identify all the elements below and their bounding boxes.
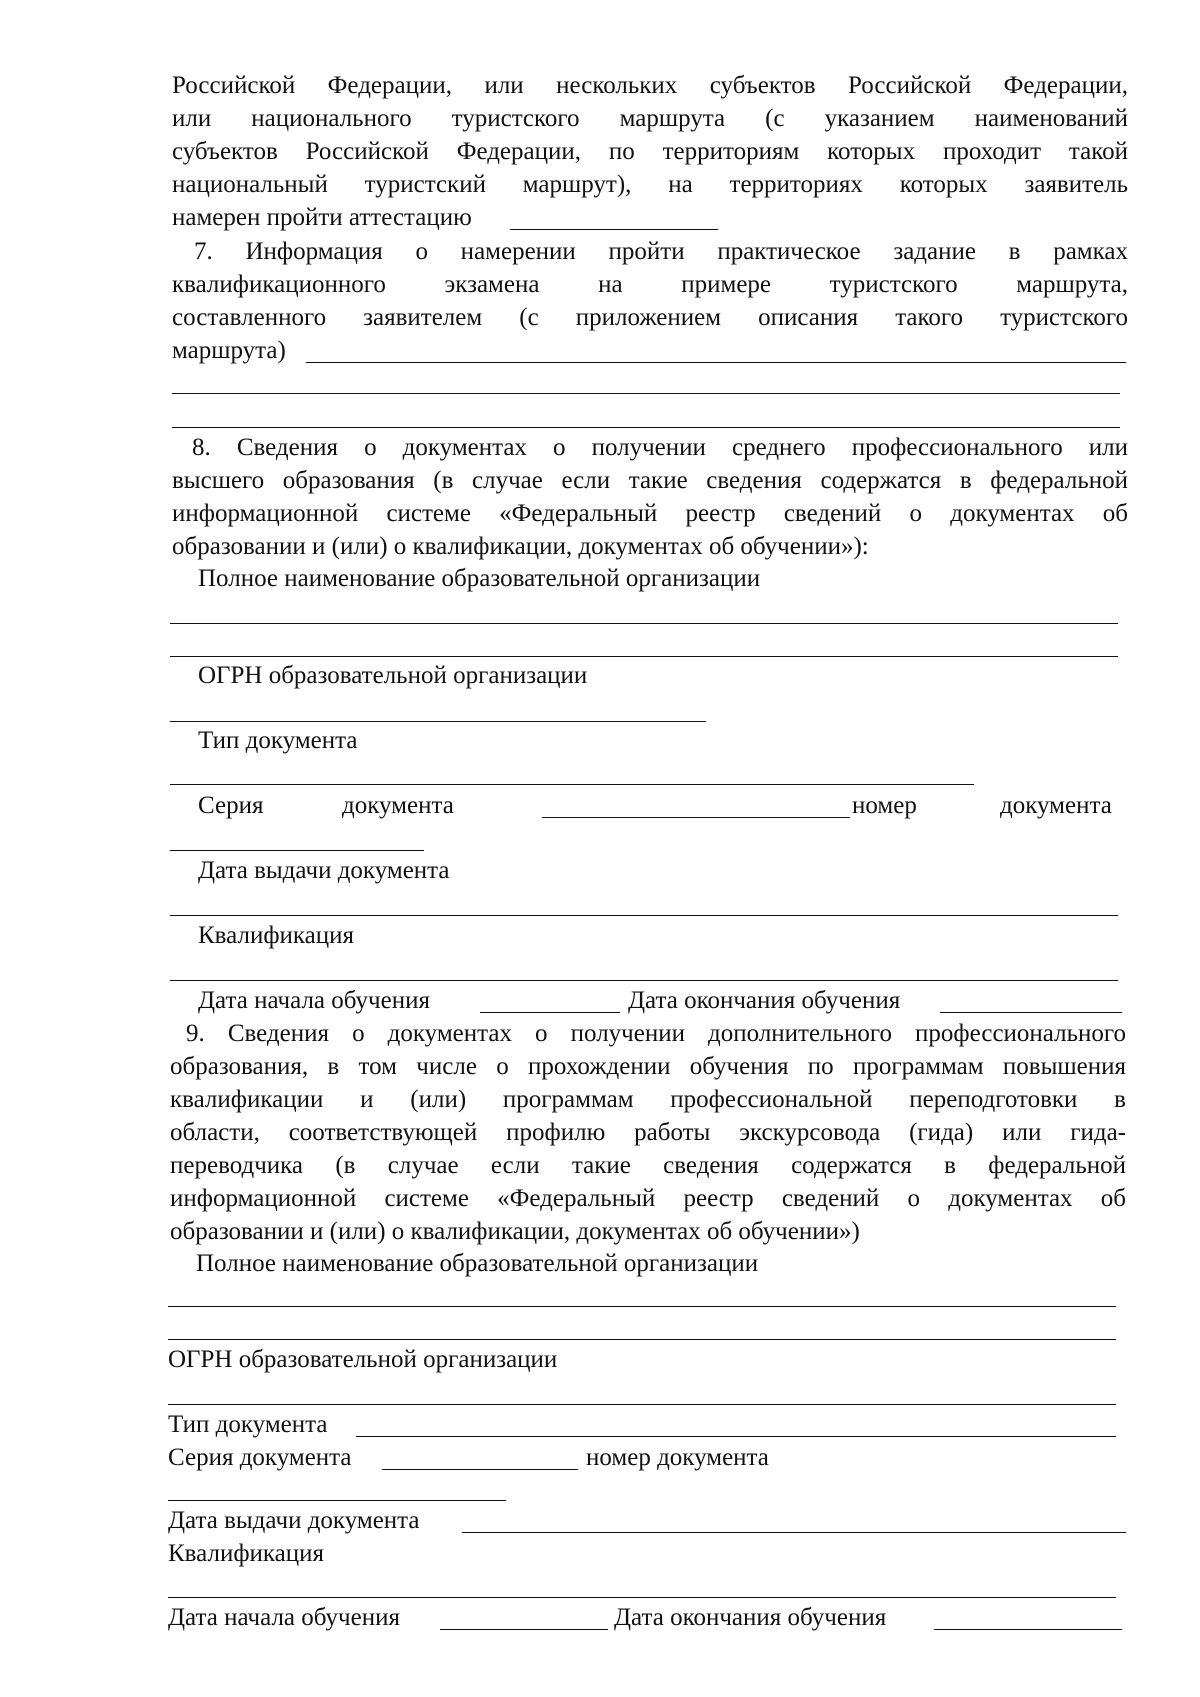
attestation-label: намерен пройти аттестацию [172, 204, 472, 231]
text-line: Российской Федерации, или нескольких субъектов Российской Федерации, [172, 72, 1128, 99]
doc-number-label: номер документа [586, 1444, 769, 1471]
start-date-label: Дата начала обучения [198, 987, 430, 1014]
doc-series-field-line[interactable] [542, 817, 850, 818]
issue-date-label: Дата выдачи документа [198, 857, 450, 884]
ogrn-label: ОГРН образовательной организации [198, 662, 588, 689]
issue-date-field-line[interactable] [462, 1532, 1126, 1533]
text-line: квалификации и (или) программам профессиональной переподготовки в [170, 1086, 1126, 1113]
org-name-field-line[interactable] [168, 1339, 1116, 1340]
issue-date-field-line[interactable] [170, 915, 1118, 916]
ogrn-field-line[interactable] [170, 721, 706, 722]
text-line: информационной системе «Федеральный реестр сведений о документах об [170, 1185, 1126, 1212]
text-line: информационной системе «Федеральный реестр сведений о документах об [172, 500, 1128, 527]
doc-series-label: Серия [198, 792, 264, 819]
text-line: национальный туристский маршрут), на территориях которых заявитель [172, 171, 1128, 198]
end-date-field-line[interactable] [934, 1629, 1122, 1630]
route-field-line[interactable] [306, 362, 1126, 363]
text-line: переводчика (в случае если такие сведения содержатся в федеральной [170, 1152, 1126, 1179]
qualification-label: Квалификация [168, 1540, 325, 1567]
route-field-line[interactable] [172, 427, 1120, 428]
text-line: высшего образования (в случае если такие сведения содержатся в федеральной [172, 467, 1128, 494]
doc-series-label: Серия документа [168, 1444, 352, 1471]
start-date-label: Дата начала обучения [168, 1604, 400, 1631]
end-date-label: Дата окончания обучения [628, 987, 901, 1014]
qualification-field-line[interactable] [170, 980, 1118, 981]
ogrn-label: ОГРН образовательной организации [168, 1346, 558, 1373]
doc-series-field-line[interactable] [382, 1469, 578, 1470]
route-label: маршрута) [172, 337, 286, 364]
text-line: области, соответствующей профилю работы экскурсовода (гида) или гида- [170, 1119, 1126, 1146]
doc-type-field-line[interactable] [356, 1436, 1116, 1437]
doc-series-label: документа [342, 792, 454, 819]
doc-type-label: Тип документа [168, 1411, 328, 1438]
text-line: или национального туристского маршрута (с указанием наименований [172, 105, 1128, 132]
attestation-field-line[interactable] [510, 229, 718, 230]
start-date-field-line[interactable] [480, 1012, 620, 1013]
qualification-label: Квалификация [198, 922, 355, 949]
doc-number-label: документа [1000, 792, 1112, 819]
org-name-field-line[interactable] [168, 1306, 1116, 1307]
text-line: квалификационного экзамена на примере туристского маршрута, [172, 271, 1128, 298]
route-field-line[interactable] [172, 393, 1120, 394]
ogrn-field-line[interactable] [168, 1404, 1116, 1405]
doc-number-field-line[interactable] [170, 850, 424, 851]
doc-type-field-line[interactable] [170, 784, 974, 785]
end-date-label: Дата окончания обучения [614, 1604, 887, 1631]
doc-type-label: Тип документа [198, 727, 358, 754]
start-date-field-line[interactable] [440, 1629, 608, 1630]
doc-number-field-line[interactable] [168, 1500, 506, 1501]
doc-number-label: номер [852, 792, 917, 819]
end-date-field-line[interactable] [940, 1012, 1122, 1013]
text-line: 7. Информация о намерении пройти практическое задание в рамках [194, 238, 1128, 265]
text-line: образовании и (или) о квалификации, документах об обучении»): [172, 533, 869, 560]
text-line: 8. Сведения о документах о получении среднего профессионального или [192, 434, 1128, 461]
org-name-label: Полное наименование образовательной организации [198, 565, 761, 592]
issue-date-label: Дата выдачи документа [168, 1507, 420, 1534]
org-name-field-line[interactable] [170, 656, 1118, 657]
text-line: образования, в том числе о прохождении обучения по программам повышения [170, 1053, 1126, 1080]
text-line: образовании и (или) о квалификации, документах об обучении») [170, 1218, 860, 1245]
org-name-label: Полное наименование образовательной организации [196, 1250, 759, 1277]
text-line: 9. Сведения о документах о получении дополнительного профессионального [186, 1020, 1126, 1047]
text-line: субъектов Российской Федерации, по территориям которых проходит такой [172, 138, 1128, 165]
qualification-field-line[interactable] [168, 1597, 1116, 1598]
org-name-field-line[interactable] [170, 623, 1118, 624]
text-line: составленного заявителем (с приложением описания такого туристского [172, 304, 1128, 331]
